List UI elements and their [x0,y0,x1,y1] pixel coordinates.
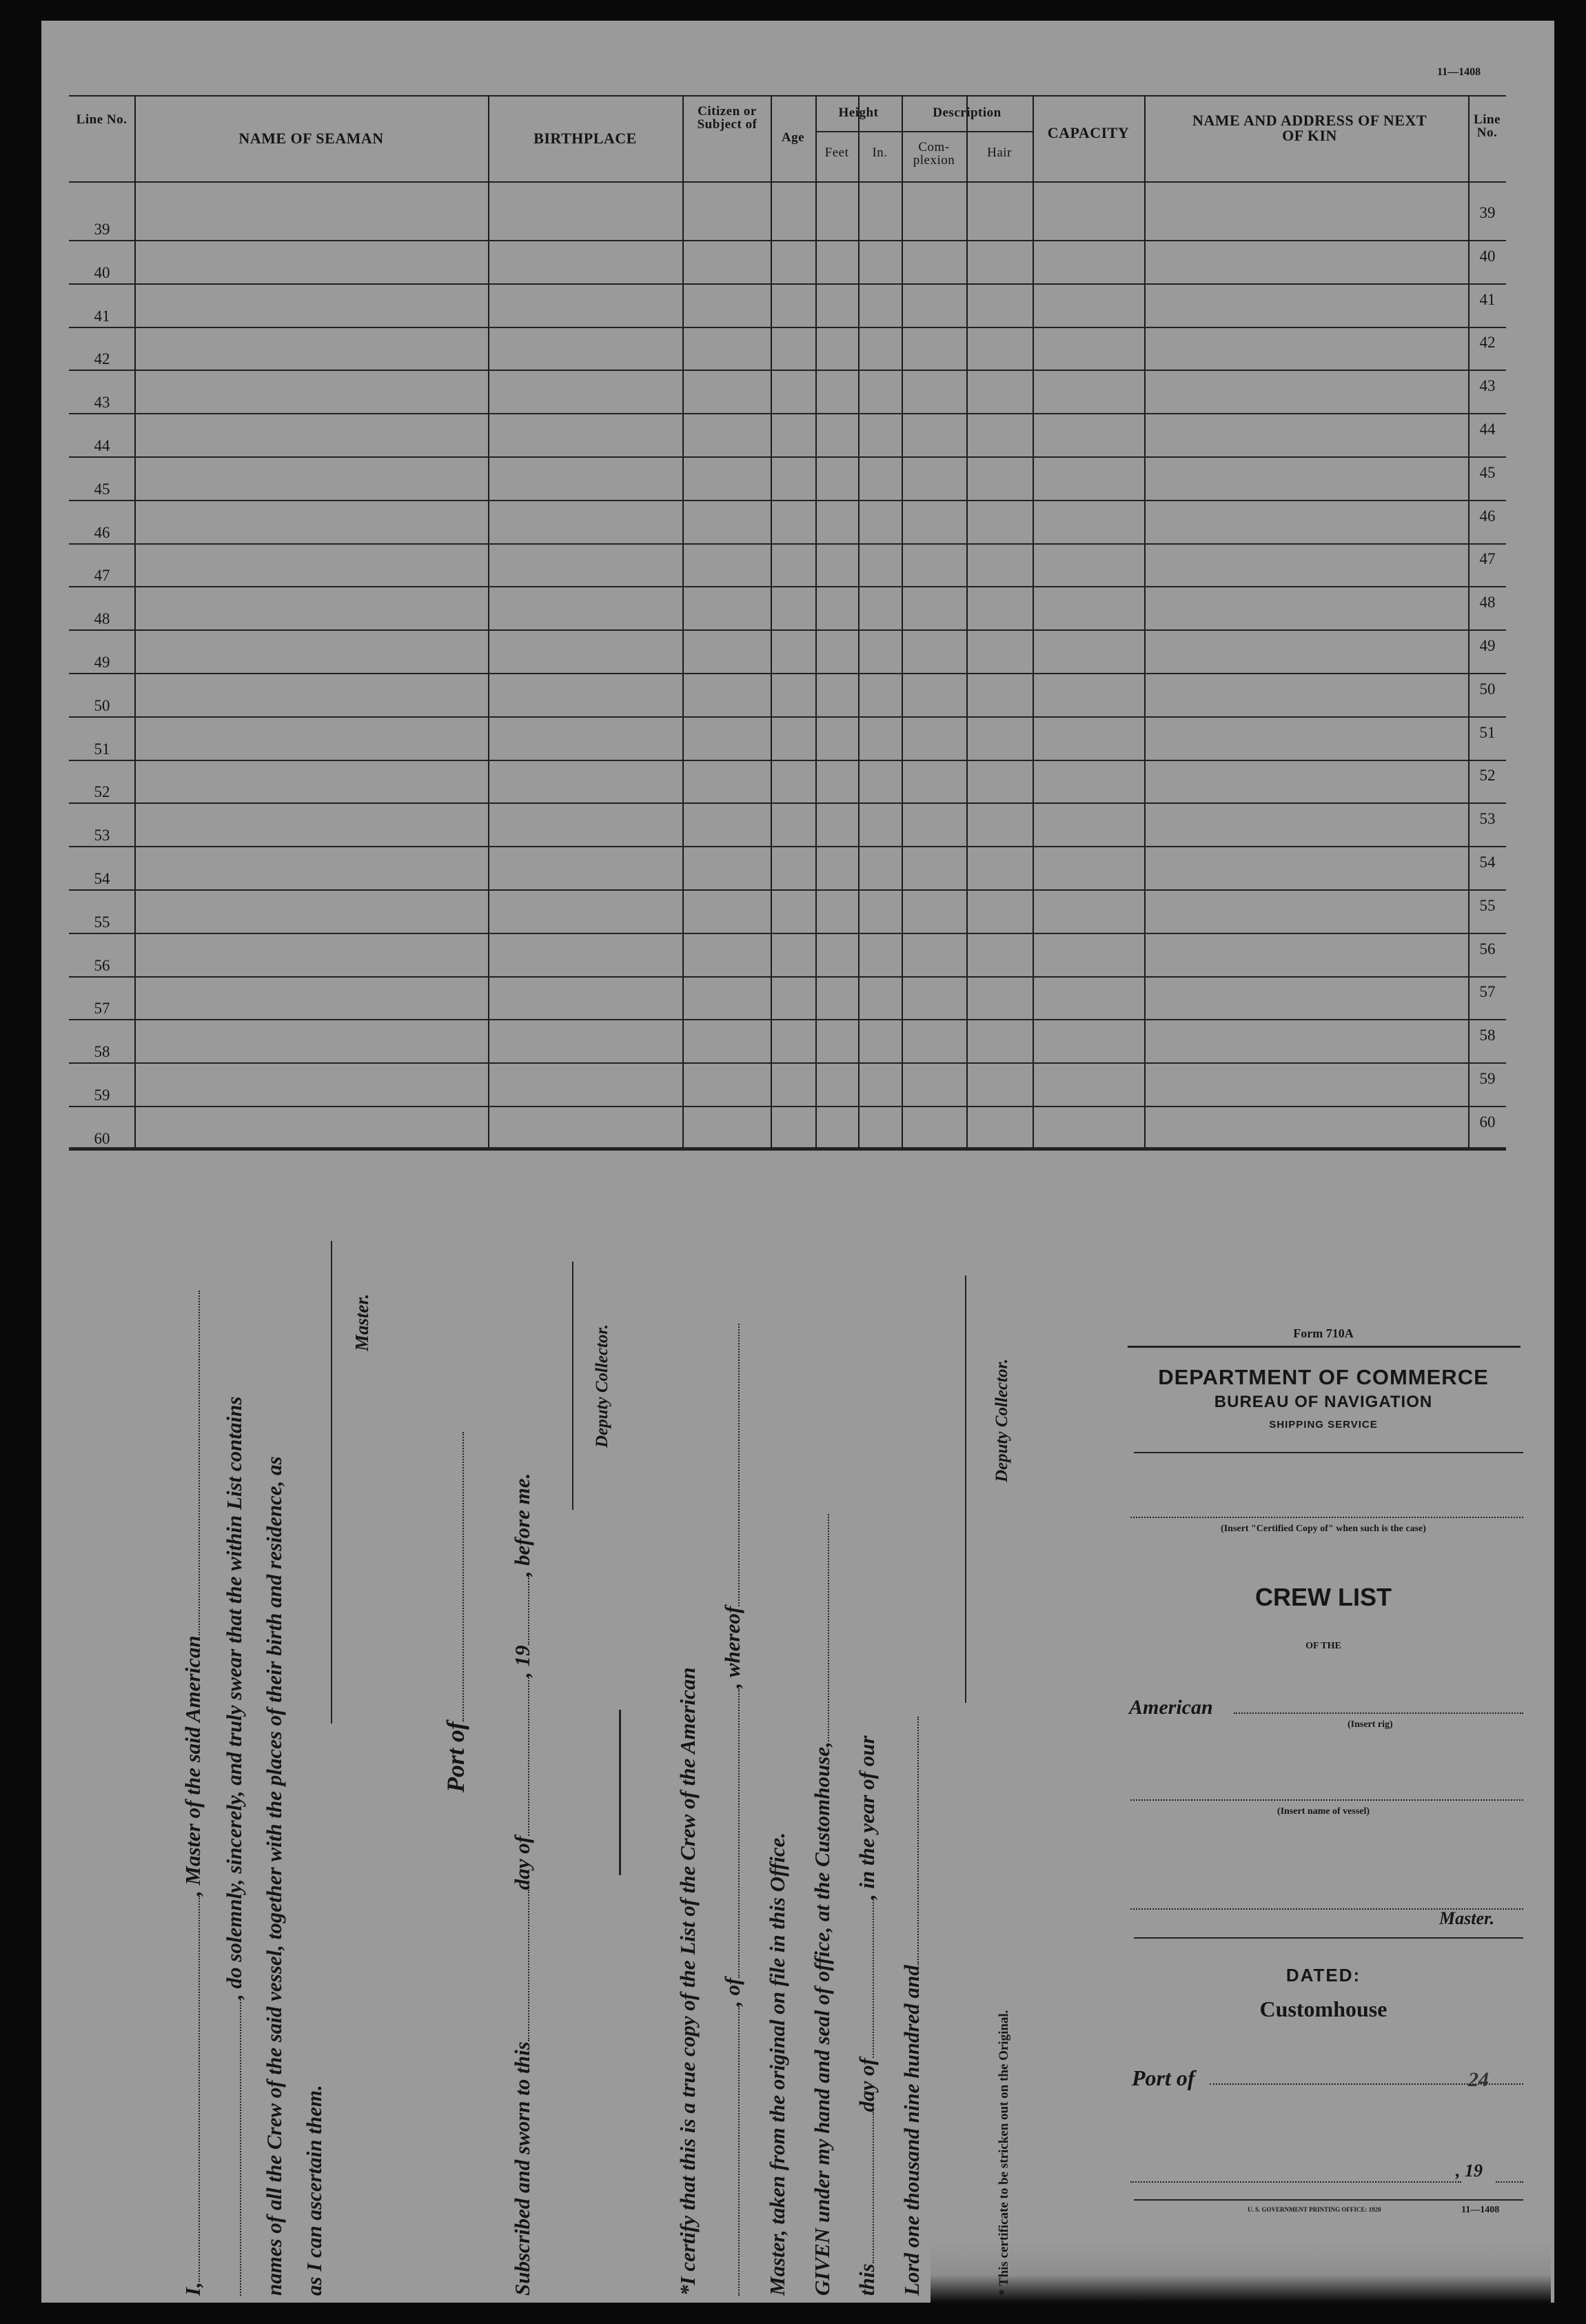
table-row-line [69,760,1506,761]
line-number-left: 46 [94,523,110,541]
table-row-line [69,543,1506,545]
table-row-line [69,889,1506,891]
line-number-left: 58 [94,1043,110,1061]
cover-insert-rig: (Insert rig) [1348,1719,1393,1730]
line-number-right: 47 [1479,550,1496,568]
torn-edge [931,2241,1551,2303]
line-number-left: 49 [94,654,110,671]
oath-given: GIVEN under my hand and seal of office, at the Customhouse, [810,1514,835,2296]
cover-year-line [1496,2181,1523,2183]
line-number-right: 53 [1479,810,1496,828]
cover-form-number: Form 710A [1293,1326,1354,1340]
table-row-line [69,370,1506,371]
header-hair: Hair [987,145,1012,160]
deputy-signature-line-1 [572,1262,573,1510]
oath-lord: Lord one thousand nine hundred and [899,1717,924,2296]
cover-bottom-rule [1134,2199,1523,2201]
cover-department: DEPARTMENT OF COMMERCE [1158,1365,1489,1389]
table-row-line [69,500,1506,501]
line-number-left: 45 [94,480,110,498]
header-line-no-right: Line No. [1474,112,1501,140]
cover-year: , 19 [1456,2161,1483,2181]
deputy-signature-line-2 [965,1275,966,1703]
oath-of-whereof: , of, whereof [720,1324,745,2296]
cover-printer: U. S. GOVERNMENT PRINTING OFFICE: 1920 [1248,2206,1381,2213]
table-row-line [69,456,1506,458]
line-number-right: 48 [1479,594,1496,612]
line-number-left: 48 [94,610,110,628]
oath-this-day: thisday of, in the year of our [855,1735,879,2296]
line-number-right: 40 [1479,247,1496,265]
line-number-left: 41 [94,307,110,325]
table-row-line [69,586,1506,587]
header-citizen: Citizen or Subject of [697,104,758,132]
line-number-left: 60 [94,1129,110,1147]
header-capacity: CAPACITY [1047,124,1130,141]
header-complexion: Com-plexion [913,140,955,168]
table-row-line [69,716,1506,718]
table-row-line [69,283,1506,285]
line-number-left: 50 [94,696,110,714]
table-row-line [69,1106,1506,1107]
oath-port-of: Port of [441,1432,470,1792]
cover-rig-line [1234,1712,1523,1714]
oath-line-1: I,, Master of the said American [181,1291,205,2296]
line-number-right: 59 [1479,1070,1496,1087]
table-row-line [69,629,1506,631]
line-number-right: 42 [1479,334,1496,352]
header-birthplace: BIRTHPLACE [533,130,637,147]
cover-dated: DATED: [1285,1965,1361,1985]
table-row-line [69,673,1506,674]
table-row-line [69,976,1506,978]
line-number-right: 41 [1479,290,1496,308]
table-row-line [69,1149,1506,1151]
cover-rule-3 [1134,1937,1523,1939]
oath-certify: *I certify that this is a true copy of the List of the Crew of the American [675,1667,700,2296]
cover-bureau: BUREAU OF NAVIGATION [1214,1393,1433,1411]
header-age: Age [781,130,805,145]
line-number-right: 49 [1479,637,1496,654]
line-number-right: 46 [1479,507,1496,525]
line-number-right: 55 [1479,896,1496,914]
line-number-right: 39 [1479,204,1496,221]
line-number-right: 45 [1479,463,1496,481]
line-number-left: 55 [94,913,110,931]
header-height: Height [838,105,879,120]
line-number-right: 58 [1479,1027,1496,1044]
cover-shipping: SHIPPING SERVICE [1269,1419,1378,1431]
line-number-left: 53 [94,827,110,845]
line-number-right: 57 [1479,983,1496,1001]
header-inches: In. [872,145,888,160]
line-number-left: 52 [94,783,110,801]
line-number-right: 50 [1479,680,1496,698]
line-number-right: 56 [1479,940,1496,958]
line-number-left: 57 [94,1000,110,1018]
cover-form-bottom: 11—1408 [1461,2205,1500,2215]
oath-subscribed: Subscribed and sworn to thisday of, 19, before me. [510,1473,534,2296]
separator-line [619,1710,621,1875]
table-row-line [69,413,1506,414]
line-number-left: 47 [94,567,110,585]
line-number-left: 42 [94,350,110,368]
header-feet: Feet [824,145,849,160]
line-number-right: 43 [1479,377,1496,395]
line-number-right: 54 [1479,853,1496,871]
cover-vessel-line [1130,1799,1523,1801]
oath-master: Master. [352,1293,372,1351]
line-number-left: 39 [94,221,110,238]
line-number-left: 51 [94,740,110,758]
line-number-left: 40 [94,263,110,281]
table-row-line [69,1019,1506,1020]
header-name-of-seaman: NAME OF SEAMAN [238,130,384,147]
cover-master: Master. [1439,1908,1495,1928]
line-number-left: 43 [94,394,110,412]
header-next-of-kin: NAME AND ADDRESS OF NEXT OF KIN [1192,112,1427,144]
cover-insert-name: (Insert name of vessel) [1277,1806,1370,1817]
form-number-top: 11—1408 [1437,66,1481,78]
oath-line-4: as I can ascertain them. [302,2085,326,2296]
cover-port-of: Port of [1132,2065,1195,2090]
table-row-line [69,933,1506,934]
cover-insert-certified: (Insert "Certified Copy of" when such is the case) [1221,1524,1426,1534]
line-number-left: 54 [94,870,110,887]
master-signature-line [331,1241,332,1724]
table-row-line [69,240,1506,241]
cover-title: CREW LIST [1255,1583,1392,1611]
line-number-left: 44 [94,437,110,454]
cover-american: American [1129,1696,1213,1719]
cover-customhouse: Customhouse [1259,1997,1387,2021]
oath-footnote: * This certificate to be stricken out on the Original. [997,2010,1011,2296]
cover-rule-2 [1134,1452,1523,1453]
cover-handwritten-port: 24 [1468,2068,1489,2091]
cover-date-line [1130,2181,1461,2183]
oath-line-2: , do solemnly, sincerely, and truly swear that the within List contains [222,1397,247,2296]
table-row-line [69,846,1506,847]
crew-table [69,95,1506,1149]
line-number-left: 56 [94,956,110,974]
line-number-right: 44 [1479,421,1496,438]
table-row-line [69,327,1506,328]
oath-deputy-collector-2: Deputy Collector. [993,1358,1011,1482]
line-number-right: 51 [1479,723,1496,741]
line-number-right: 60 [1479,1113,1496,1131]
header-line-no: Line No. [76,112,128,127]
cover-certified-line [1130,1517,1523,1518]
cover-of-the: OF THE [1305,1641,1341,1651]
oath-master-taken: Master, taken from the original on file in this Office. [765,1832,789,2296]
oath-deputy-collector-1: Deputy Collector. [593,1324,611,1448]
line-number-right: 52 [1479,767,1496,785]
header-description: Description [933,105,1002,120]
line-number-left: 59 [94,1087,110,1104]
oath-line-3: names of all the Crew of the said vessel, together with the places of their birth and residence, as [262,1456,286,2296]
cover-top-rule [1128,1346,1521,1348]
table-row-line [69,1062,1506,1064]
table-row-line [69,802,1506,804]
